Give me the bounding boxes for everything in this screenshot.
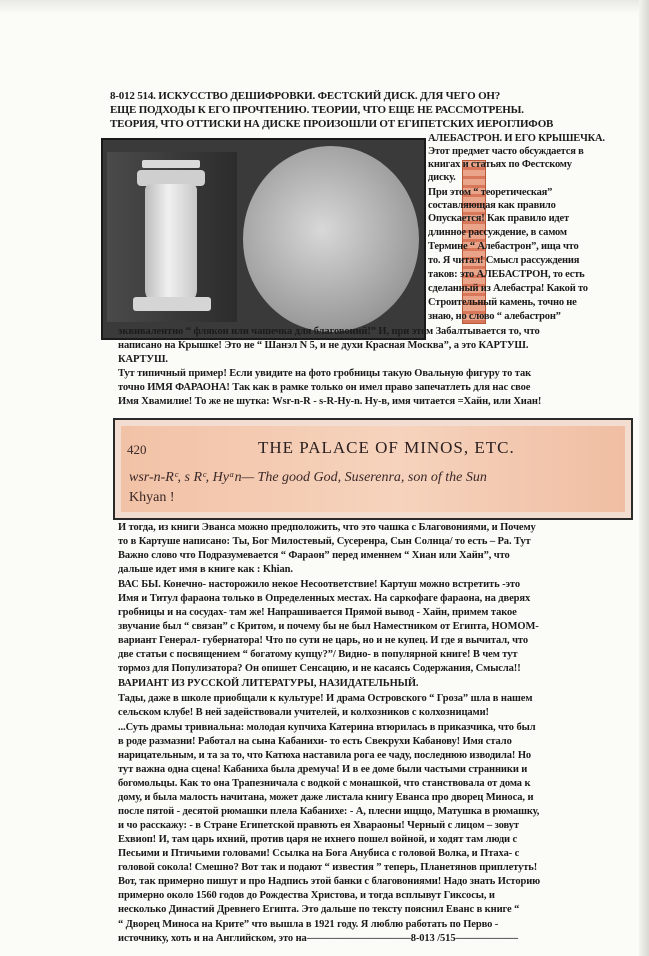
body-line: нарицательным, и та за то, что Катюха наставила рога ее чаду, последнюю изводила! Но bbox=[118, 750, 532, 761]
column-line: то. Я читал! Смысл рассуждения bbox=[428, 255, 580, 266]
body-line: Имя и Титул фараона только в Определенных местах. На саркофаге фараона, на дверях bbox=[118, 593, 531, 604]
body-line: то в Картуше написано: Ты, Бог Милостевый, Сусеренра, Сын Солнца/ то есть – Ра. Тут bbox=[118, 536, 531, 547]
book-title: THE PALACE OF MINOS, ETC. bbox=[258, 438, 515, 457]
body-line: И тогда, из книги Эванса можно предположить, что это чашка с Благовониями, и Почему bbox=[118, 522, 536, 533]
scan-top-shade bbox=[0, 0, 649, 14]
column-line: Строительный камень, точно не bbox=[428, 297, 577, 308]
body-line: и чо расскажу: - в Стране Египетской правють ея Хвараоны! Черный с лицом – зовут bbox=[118, 820, 519, 831]
book-excerpt bbox=[113, 418, 633, 520]
body-line: после пятой - десятой рюмашки плела Кабанихе: - А, плесни ищщо, Матушка в рюмашку, bbox=[118, 806, 540, 817]
body-line: Имя Хвамилие! То же не шутка: Wsr-n-R - s-R-Hy-n. Ну-в, имя читается =Хайн, или Хиан! bbox=[118, 396, 542, 407]
column-line: сделанный из Алебастра! Какой то bbox=[428, 283, 588, 294]
body-line: вариант Генерал- губернатора! Что по сути не царь, но и не купец. И где я вычитал, что bbox=[118, 635, 528, 646]
column-line: диску. bbox=[428, 172, 456, 183]
book-line-2: Khyan ! bbox=[129, 490, 175, 505]
lid-photo bbox=[243, 146, 419, 332]
body-line: Тады, даже в школе приобщали к культуре! И драма Островского “ Гроза” шла в нашем bbox=[118, 693, 533, 704]
body-line: точно ИМЯ ФАРАОНА! Так как в рамке только он имел право запечатлеть для нас свое bbox=[118, 382, 531, 393]
book-excerpt-highlight bbox=[121, 426, 625, 512]
body-line: богомольцы. Как то она Трапезничала с водкой с монашкой, что станствовала от дома к bbox=[118, 778, 531, 789]
column-line: знаю, но слово “ алебастрон” bbox=[428, 311, 561, 322]
body-line: “ Дворец Миноса на Крите” что вышла в 1921 году. Я люблю работать по Перво - bbox=[118, 919, 499, 930]
heading-line-1: 8-012 514. ИСКУССТВО ДЕШИФРОВКИ. ФЕСТСКИЙ ДИСК. ДЛЯ ЧЕГО ОН? bbox=[110, 90, 501, 102]
heading-line-2: ЕЩЕ ПОДХОДЫ К ЕГО ПРОЧТЕНИЮ. ТЕОРИИ, ЧТО ЕЩЕ НЕ РАССМОТРЕНЫ. bbox=[110, 104, 524, 116]
body-line: тормоз для Популизатора? Он опишет Сенсацию, и не касаясь Содержания, Смысла!! bbox=[118, 663, 521, 674]
body-line: две статьи с посвящением “ богатому купцу?”/ Видно- в популярной книге! В чем тут bbox=[118, 649, 518, 660]
scan-edge-shadow bbox=[639, 0, 649, 956]
body-line: несколько Династий Древнего Египта. Это дальше по тексту пояснил Еванс в книге “ bbox=[118, 904, 520, 915]
column-line: таков: это АЛЕБАСТРОН, то есть bbox=[428, 269, 585, 280]
column-line: АЛЕБАСТРОН. И ЕГО КРЫШЕЧКА. bbox=[428, 133, 605, 144]
body-line: ВАС БЫ. Конечно- насторожило некое Несоответствие! Картуш можно встретить -это bbox=[118, 579, 520, 590]
column-line: Опускается! Как правило идет bbox=[428, 213, 569, 224]
body-line: Ехвиоп! И, там царь ихний, против царя не ихнего пошел войной, и ходят там люди с bbox=[118, 834, 518, 845]
column-line: книгах и статьях по Фестскому bbox=[428, 159, 572, 170]
body-line: звучание был “ связан” с Критом, и почему бы не был Наместником от Египта, НОМОМ- bbox=[118, 621, 539, 632]
column-line: Этот предмет часто обсуждается в bbox=[428, 146, 584, 157]
body-line: дальше идет имя в книге как : Khian. bbox=[118, 564, 293, 575]
body-line: в роде размазни! Работал на сына Кабанихи- то есть Свекрухи Кабанову! Имя стало bbox=[118, 736, 512, 747]
body-line: гробницы и на сосудах- там же! Напрашивается Прямой вывод - Хайн, примем такое bbox=[118, 607, 517, 618]
body-line: написано на Крышке! Это не “ Шанэл N 5, и не духи Красная Москва”, а это КАРТУШ. bbox=[118, 340, 529, 351]
column-line: составляющая как правило bbox=[428, 200, 556, 211]
body-line: Важно слово что Подразумевается “ Фараон” перед именнем “ Хиан или Хайн”, что bbox=[118, 550, 510, 561]
column-line: Термине “ Алебастрон”, ища что bbox=[428, 241, 579, 252]
body-line: головой сокола! Смешно? Вот так и подают “ известия ” теперь, Планетянов приплетуть! bbox=[118, 862, 538, 873]
column-line: длинное рассуждение, в самом bbox=[428, 227, 567, 238]
body-line: Песьими и Птичьими головами! Ссылка на Бога Анубиса с головой Волка, и Птаха- с bbox=[118, 848, 520, 859]
body-line: эквивалентно “ флякон или чашечка для благовоний!” И, при этом Забалтывается то, что bbox=[118, 326, 540, 337]
page-footer-line: источнику, хоть и на Английском, это на——————————8-013 /515—————— bbox=[118, 933, 518, 944]
body-line: сельском клубе! В ней задействовали учителей, и колхозников с колхозницами! bbox=[118, 707, 489, 718]
section-heading: ВАРИАНТ ИЗ РУССКОЙ ЛИТЕРАТУРЫ, НАЗИДАТЕЛЬНЫЙ. bbox=[118, 678, 419, 689]
book-line-1: wsr-n-Rᶜ, s Rᶜ, Hyᵃn— The good God, Suserenra, son of the Sun bbox=[129, 470, 487, 485]
body-line: примерно около 1560 годов до Рождества Христова, и тогда всплывут Гиксосы, и bbox=[118, 890, 495, 901]
body-line: дому, и была малость начитана, может даже листала книгу Еванса про дворец Миноса, и bbox=[118, 792, 534, 803]
body-line: ...Суть драмы тривиальна: молодая купчиха Катерина втюрилась в приказчика, что был bbox=[118, 722, 536, 733]
book-page-number: 420 bbox=[127, 442, 147, 457]
alabastron-photo bbox=[101, 138, 426, 340]
body-line: тут важна одна сцена! Кабаниха была дремуча! И в ее доме были частыми странники и bbox=[118, 764, 528, 775]
body-line: КАРТУШ. bbox=[118, 354, 168, 365]
heading-line-3: ТЕОРИЯ, ЧТО ОТТИСКИ НА ДИСКЕ ПРОИЗОШЛИ ОТ ЕГИПЕТСКИХ ИЕРОГЛИФОВ bbox=[110, 118, 554, 130]
column-line: При этом “ теоретическая” bbox=[428, 187, 553, 198]
body-line: Тут типичный пример! Если увидите на фото гробницы такую Овальную фигуру то так bbox=[118, 368, 532, 379]
body-line: Вот, так примерно пишут и про Надпись этой банки с благовониями! Надо знать Историю bbox=[118, 876, 541, 887]
alabastron-vase-image bbox=[107, 152, 237, 322]
